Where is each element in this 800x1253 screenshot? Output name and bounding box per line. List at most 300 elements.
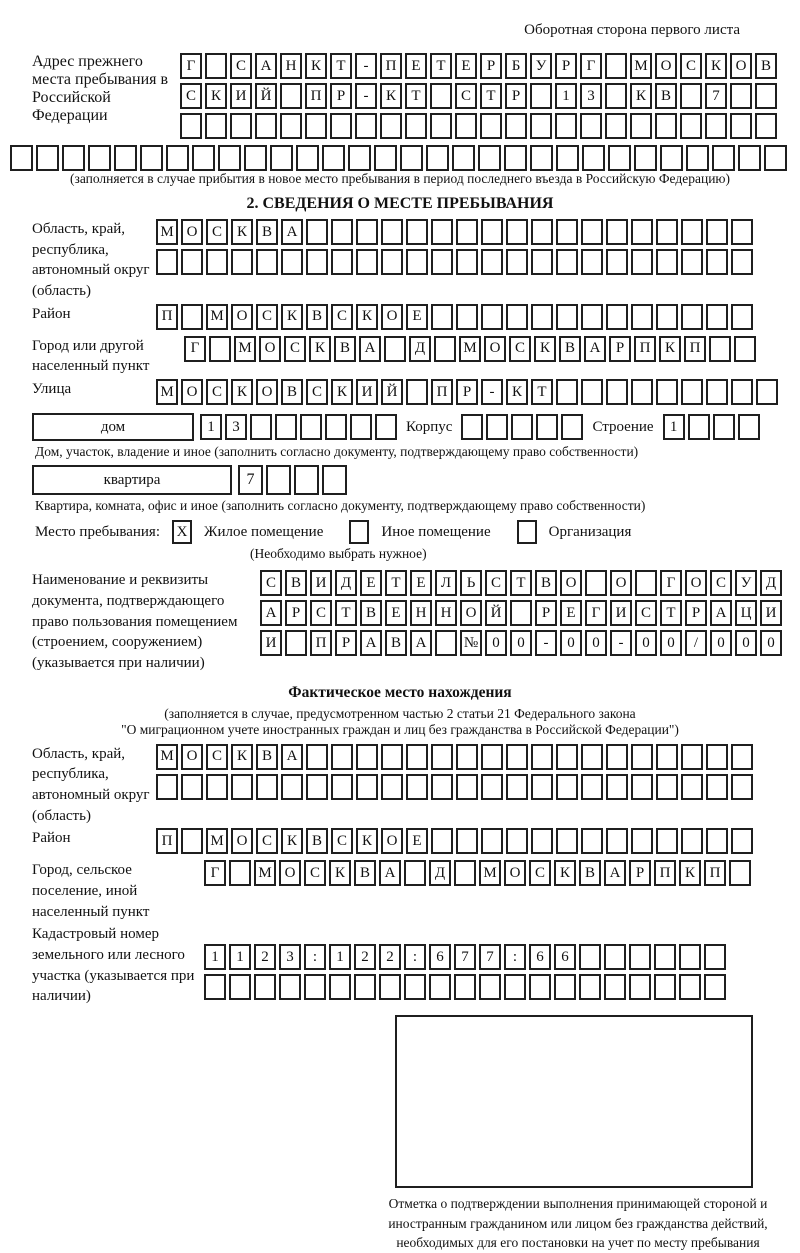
char-box: Р [555,53,577,79]
char-row [156,249,753,275]
char-box [730,113,752,139]
char-row [180,53,777,79]
char-box: Т [385,570,407,596]
char-box [231,774,253,800]
char-row [156,219,753,245]
char-box [456,828,478,854]
char-box: К [356,828,378,854]
char-box: С [206,744,228,770]
char-box: 0 [510,630,532,656]
char-box [454,974,476,1000]
char-box: А [379,860,401,886]
char-box [731,249,753,275]
char-box: 0 [735,630,757,656]
char-box: 0 [560,630,582,656]
street-field [10,379,790,409]
char-box: О [279,860,301,886]
char-box [426,145,449,171]
char-box: О [730,53,752,79]
char-box [704,944,726,970]
char-box: 7 [454,944,476,970]
char-box: Т [660,600,682,626]
char-box: Б [505,53,527,79]
char-box: К [705,53,727,79]
char-box [705,113,727,139]
char-box [304,974,326,1000]
char-box: 2 [354,944,376,970]
char-box: О [381,304,403,330]
char-box: К [281,828,303,854]
char-box [581,744,603,770]
char-box [406,744,428,770]
stay-type-label: Место пребывания: [35,523,160,540]
char-box: 7 [238,465,263,495]
char-box [381,219,403,245]
cadastre-field [10,924,790,1007]
char-box: 7 [705,83,727,109]
char-box [381,249,403,275]
char-box: К [506,379,528,405]
char-box: П [654,860,676,886]
choose-note: (Необходимо выбрать нужное) [250,546,427,562]
char-box: О [655,53,677,79]
char-box: О [381,828,403,854]
char-box [431,828,453,854]
char-box [114,145,137,171]
char-box: А [604,860,626,886]
char-box [481,774,503,800]
char-box [88,145,111,171]
char-box [355,113,377,139]
char-box [631,249,653,275]
document-field [10,570,790,673]
actual-city-field [10,860,790,922]
char-box [734,336,756,362]
char-box [654,974,676,1000]
char-box [430,83,452,109]
region-label: Область, край, республика, автономный округ (область) [32,221,150,300]
char-box [680,83,702,109]
char-box [456,219,478,245]
char-box: В [559,336,581,362]
char-box [405,113,427,139]
char-box: К [380,83,402,109]
char-box [140,145,163,171]
cadastre-grid [204,924,726,1004]
char-box [231,249,253,275]
char-box: Р [480,53,502,79]
char-box [531,774,553,800]
char-box [406,249,428,275]
char-box [454,860,476,886]
char-box [681,249,703,275]
char-box [561,414,583,440]
char-box [356,744,378,770]
char-box: О [231,304,253,330]
char-box [431,304,453,330]
char-box [331,744,353,770]
char-box: М [254,860,276,886]
char-box [280,83,302,109]
char-box: 1 [200,414,222,440]
char-box: М [156,219,178,245]
char-box [354,974,376,1000]
char-box [706,744,728,770]
char-box: М [156,379,178,405]
char-box [431,249,453,275]
char-box [205,53,227,79]
char-row [180,83,777,109]
char-box [556,219,578,245]
char-box [506,249,528,275]
char-box [481,828,503,854]
char-box [681,304,703,330]
char-box [581,304,603,330]
char-box [531,304,553,330]
char-box [581,379,603,405]
char-box: Н [410,600,432,626]
char-box [244,145,267,171]
char-box [250,414,272,440]
char-box: Т [480,83,502,109]
char-box [730,83,752,109]
char-box [581,774,603,800]
prev-address-caption: (заполняется в случае прибытия в новое место пребывания в период последнего въезда в Российскую Федерацию) [69,171,731,186]
prev-address-overflow-row [10,145,790,171]
page-corner-note: Оборотная сторона первого листа [524,22,740,38]
char-box: У [735,570,757,596]
char-box [606,774,628,800]
char-box [434,336,456,362]
char-box: П [310,630,332,656]
char-box [254,974,276,1000]
char-box: М [206,304,228,330]
char-box [764,145,787,171]
char-box: В [655,83,677,109]
char-box [556,145,579,171]
confirmation-stamp-caption: Отметка о подтверждении выполнения принимающей стороной и иностранным гражданином или лицом без гражданства действий, необходимых для его постановки на учет по месту пребывания [388,1196,768,1251]
actual-region-field [10,744,790,827]
city-label: Город или другой населенный пункт [32,337,150,375]
char-box [604,944,626,970]
char-box: П [704,860,726,886]
char-box [481,249,503,275]
char-box: К [554,860,576,886]
char-box: Р [609,336,631,362]
char-box: С [680,53,702,79]
actual-district-label: Район [32,830,71,847]
char-box: Д [760,570,782,596]
char-box: А [359,336,381,362]
char-box: С [230,53,252,79]
prev-address-block [10,53,790,143]
char-box: С [306,379,328,405]
char-box: 1 [204,944,226,970]
char-box [655,113,677,139]
char-box [404,974,426,1000]
char-box [530,145,553,171]
char-row [200,414,397,440]
char-box: Д [335,570,357,596]
char-box [679,944,701,970]
char-box [478,145,501,171]
char-box [556,828,578,854]
char-box: Д [429,860,451,886]
char-box [755,113,777,139]
char-box [331,219,353,245]
actual-location-caption-2: "О миграционном учете иностранных граждан и лиц без гражданства в Российской Федерации") [121,721,679,737]
char-box [629,974,651,1000]
char-box [606,744,628,770]
char-box [505,113,527,139]
char-box: К [534,336,556,362]
char-box: Г [585,600,607,626]
char-box [631,304,653,330]
char-box [506,744,528,770]
char-row [461,414,583,440]
char-box: Ц [735,600,757,626]
char-box: Р [505,83,527,109]
char-row [156,379,778,405]
actual-district-field [10,828,790,858]
char-box [681,219,703,245]
char-box [681,828,703,854]
char-box [530,83,552,109]
char-box [731,774,753,800]
char-box [306,249,328,275]
char-box: Ь [460,570,482,596]
char-box: Т [510,570,532,596]
document-grid [260,570,782,660]
char-box [294,465,319,495]
char-box [605,113,627,139]
char-box [356,774,378,800]
char-box [406,379,428,405]
char-box [654,944,676,970]
char-row [156,828,753,854]
char-box: К [231,744,253,770]
char-box: 0 [635,630,657,656]
char-box: С [710,570,732,596]
char-box [635,570,657,596]
char-box [582,145,605,171]
char-box: 1 [555,83,577,109]
char-box: Д [409,336,431,362]
char-box: И [610,600,632,626]
char-box [306,774,328,800]
char-box: К [231,379,253,405]
char-box: С [256,828,278,854]
char-box: К [630,83,652,109]
actual-location-title: Фактическое место нахождения [288,683,512,701]
char-box [192,145,215,171]
cadastre-label: Кадастровый номер земельного или лесного участка (указывается при наличии) [32,926,195,1005]
char-box [156,774,178,800]
char-box [329,974,351,1000]
char-box [679,974,701,1000]
char-box: О [181,379,203,405]
char-box: И [310,570,332,596]
char-box: М [156,744,178,770]
street-label: Улица [32,381,72,398]
char-box: 3 [279,944,301,970]
char-box [330,113,352,139]
char-box: С [331,304,353,330]
char-box: П [380,53,402,79]
char-box: В [579,860,601,886]
char-box [36,145,59,171]
char-box: Л [435,570,457,596]
char-box: П [156,304,178,330]
char-box [481,304,503,330]
apartment-box-label: квартира [32,465,232,495]
char-box [681,379,703,405]
char-box [706,379,728,405]
char-box: Р [685,600,707,626]
char-box: 2 [254,944,276,970]
char-box [606,828,628,854]
char-box [680,113,702,139]
char-box [531,219,553,245]
char-box [729,860,751,886]
char-box: М [630,53,652,79]
char-box: А [360,630,382,656]
char-box: П [634,336,656,362]
char-box [166,145,189,171]
char-box: : [504,944,526,970]
char-box [230,113,252,139]
char-box [280,113,302,139]
char-box [180,113,202,139]
char-box [322,465,347,495]
char-box [479,974,501,1000]
char-box: 1 [329,944,351,970]
option-residential-label: Жилое помещение [204,523,324,540]
char-box [556,744,578,770]
char-box [506,828,528,854]
char-box [406,219,428,245]
char-box: Н [435,600,457,626]
char-box: Е [360,570,382,596]
char-box: - [535,630,557,656]
char-box [681,774,703,800]
char-box [606,304,628,330]
char-box: А [410,630,432,656]
char-box: М [459,336,481,362]
char-box [604,974,626,1000]
char-row [204,944,726,970]
char-box [431,744,453,770]
char-box: В [281,379,303,405]
char-box [455,113,477,139]
char-box: - [355,83,377,109]
char-box: Р [456,379,478,405]
char-box [204,974,226,1000]
char-box: : [404,944,426,970]
char-box: Р [535,600,557,626]
char-box: О [560,570,582,596]
char-box: О [504,860,526,886]
char-box: Н [280,53,302,79]
char-box: 0 [760,630,782,656]
district-field [10,304,790,334]
char-box: С [284,336,306,362]
char-row [180,113,777,139]
char-box: О [685,570,707,596]
house-caption: Дом, участок, владение и иное (заполнить согласно документу, подтверждающему право собственности) [35,444,639,460]
char-box: / [685,630,707,656]
apartment-caption: Квартира, комната, офис и иное (заполнить согласно документу, подтверждающему право собственности) [35,498,646,514]
char-box [181,828,203,854]
char-box: В [535,570,557,596]
char-box [606,379,628,405]
char-box: С [529,860,551,886]
char-box [579,944,601,970]
char-box: В [256,744,278,770]
korpus-label: Корпус [406,418,453,435]
house-box-label: дом [32,413,194,441]
char-box [686,145,709,171]
char-box: В [285,570,307,596]
char-box: В [256,219,278,245]
char-box [506,304,528,330]
char-box: О [610,570,632,596]
region-field [10,219,790,302]
option-other-premises-label: Иное помещение [381,523,491,540]
char-box [400,145,423,171]
char-box: И [356,379,378,405]
char-box: - [610,630,632,656]
char-box [688,414,710,440]
char-box: Е [455,53,477,79]
char-box: В [354,860,376,886]
char-box [631,379,653,405]
char-box: И [760,600,782,626]
char-box: К [356,304,378,330]
char-box: К [231,219,253,245]
region-grid [156,219,753,279]
char-box: Р [285,600,307,626]
char-box [486,414,508,440]
char-box [605,83,627,109]
char-box [712,145,735,171]
char-box: Г [660,570,682,596]
char-box [331,249,353,275]
char-box: 1 [229,944,251,970]
char-box [279,974,301,1000]
checkbox-residential: X [172,520,192,544]
char-box: О [460,600,482,626]
char-box: 0 [485,630,507,656]
char-box [481,219,503,245]
char-box [356,219,378,245]
option-organization-label: Организация [548,523,632,540]
char-box [506,219,528,245]
char-box: С [256,304,278,330]
char-box [738,145,761,171]
char-box [581,249,603,275]
char-box [656,774,678,800]
char-box [380,113,402,139]
char-box [62,145,85,171]
char-box [156,249,178,275]
char-box: И [260,630,282,656]
char-box [709,336,731,362]
char-box [608,145,631,171]
char-box: Е [406,828,428,854]
char-box [275,414,297,440]
char-row [204,860,751,886]
